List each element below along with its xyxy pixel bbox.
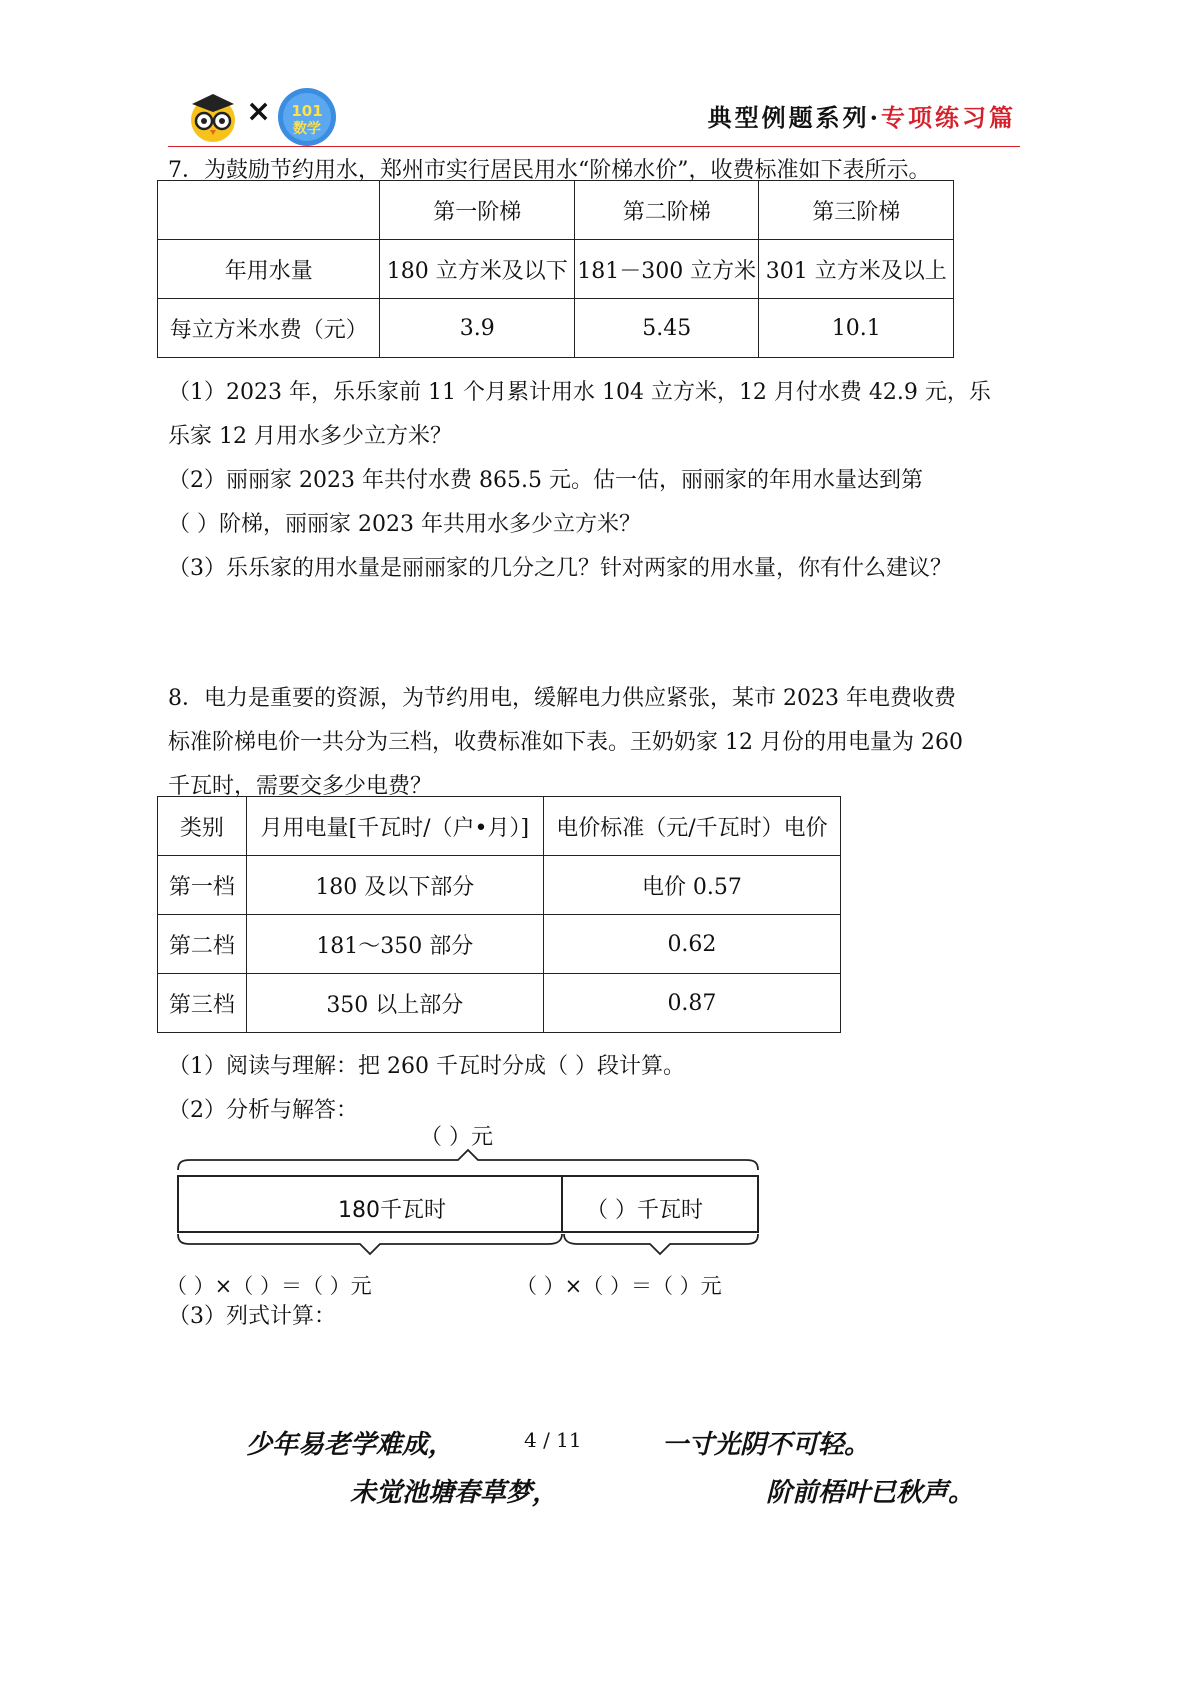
q7-table-cell: 301 立方米及以上 xyxy=(759,240,954,299)
q7-sub3: （3）乐乐家的用水量是丽丽家的几分之几？针对两家的用水量，你有什么建议？ xyxy=(168,556,952,581)
q8-table-cell: 0.62 xyxy=(543,915,840,974)
q8-sub2: （2）分析与解答： xyxy=(168,1098,358,1123)
q7-table-cell: 180 立方米及以下 xyxy=(380,240,574,299)
q7-water-price-table xyxy=(157,180,954,358)
q8-table-header-cell: 类别 xyxy=(158,797,247,856)
q8-table-cell: 0.87 xyxy=(543,974,840,1033)
q8-table-cell: 电价 0.57 xyxy=(543,856,840,915)
q8-table-header-cell: 月用电量[千瓦时/（户•月）] xyxy=(246,797,543,856)
q7-sub2-line1: （2）丽丽家 2023 年共付水费 865.5 元。估一估，丽丽家的年用水量达到第 xyxy=(168,468,923,493)
times-icon: × xyxy=(246,94,272,129)
q8-sub1: （1）阅读与理解：把 260 千瓦时分成（ ）段计算。 xyxy=(168,1054,685,1079)
series-title-red: 专项练习篇 xyxy=(881,103,1016,132)
q8-table-header-cell: 电价标准（元/千瓦时）电价 xyxy=(543,797,840,856)
q8-table-cell: 第二档 xyxy=(158,915,247,974)
poem-line-4: 阶前梧叶已秋声。 xyxy=(766,1478,975,1508)
q7-stem: 7．为鼓励节约用水，郑州市实行居民用水“阶梯水价”，收费标准如下表所示。 xyxy=(168,158,931,183)
page-number: 4 / 11 xyxy=(524,1428,582,1452)
q7-table-cell: 每立方米水费（元） xyxy=(158,299,380,358)
header-divider xyxy=(168,146,1020,147)
q7-table-header-cell: 第一阶梯 xyxy=(380,181,574,240)
bottom-right-brace xyxy=(564,1234,758,1254)
q7-sub2-line2: （ ）阶梯，丽丽家 2023 年共用水多少立方米？ xyxy=(168,512,641,537)
poem-line-2: 一寸光阴不可轻。 xyxy=(662,1430,871,1460)
q7-sub1-line2: 乐家 12 月用水多少立方米？ xyxy=(168,424,452,449)
q7-sub1-line1: （1）2023 年，乐乐家前 11 个月累计用水 104 立方米，12 月付水费 42.9 元，乐 xyxy=(168,380,991,405)
q7-table-cell: 5.45 xyxy=(574,299,759,358)
q7-table-cell: 年用水量 xyxy=(158,240,380,299)
diagram-top-label: （ ）元 xyxy=(420,1125,493,1150)
q7-table-header-cell xyxy=(158,181,380,240)
q7-table-header-cell: 第三阶梯 xyxy=(759,181,954,240)
diagram-right-formula: （ ）×（ ）＝（ ）元 xyxy=(516,1274,722,1298)
q7-table-cell: 10.1 xyxy=(759,299,954,358)
top-brace xyxy=(178,1150,758,1170)
diagram-left-box-label: 180千瓦时 xyxy=(338,1198,446,1223)
poem-line-3: 未觉池塘春草梦， xyxy=(350,1478,559,1508)
math-101-logo-icon xyxy=(276,86,338,148)
series-title xyxy=(708,98,1016,133)
q8-table-cell: 第三档 xyxy=(158,974,247,1033)
series-title-black: 典型例题系列· xyxy=(707,103,881,132)
q7-table-cell: 181－300 立方米 xyxy=(574,240,759,299)
q7-table-header-cell: 第二阶梯 xyxy=(574,181,759,240)
owl-logo-icon xyxy=(186,90,240,144)
bottom-left-brace xyxy=(178,1234,562,1254)
q8-table-cell: 350 以上部分 xyxy=(246,974,543,1033)
q8-table-cell: 第一档 xyxy=(158,856,247,915)
diagram-left-formula: （ ）×（ ）＝（ ）元 xyxy=(166,1274,372,1298)
q7-table-cell: 3.9 xyxy=(380,299,574,358)
q8-table-cell: 181～350 部分 xyxy=(246,915,543,974)
q8-sub3: （3）列式计算： xyxy=(168,1304,336,1329)
q8-stem-line3: 千瓦时，需要交多少电费？ xyxy=(168,774,433,799)
q8-stem-line1: 8．电力是重要的资源，为节约用电，缓解电力供应紧张，某市 2023 年电费收费 xyxy=(168,686,956,711)
logo-text-math: 数学 xyxy=(293,121,321,137)
logo-text-101: 101 xyxy=(291,102,323,120)
diagram-right-box-label: （ ）千瓦时 xyxy=(586,1198,703,1223)
header xyxy=(180,84,1020,148)
q8-stem-line2: 标准阶梯电价一共分为三档，收费标准如下表。王奶奶家 12 月份的用电量为 260 xyxy=(168,730,963,755)
q8-table-cell: 180 及以下部分 xyxy=(246,856,543,915)
q8-electricity-price-table xyxy=(157,796,841,1033)
poem-line-1: 少年易老学难成， xyxy=(246,1430,455,1460)
